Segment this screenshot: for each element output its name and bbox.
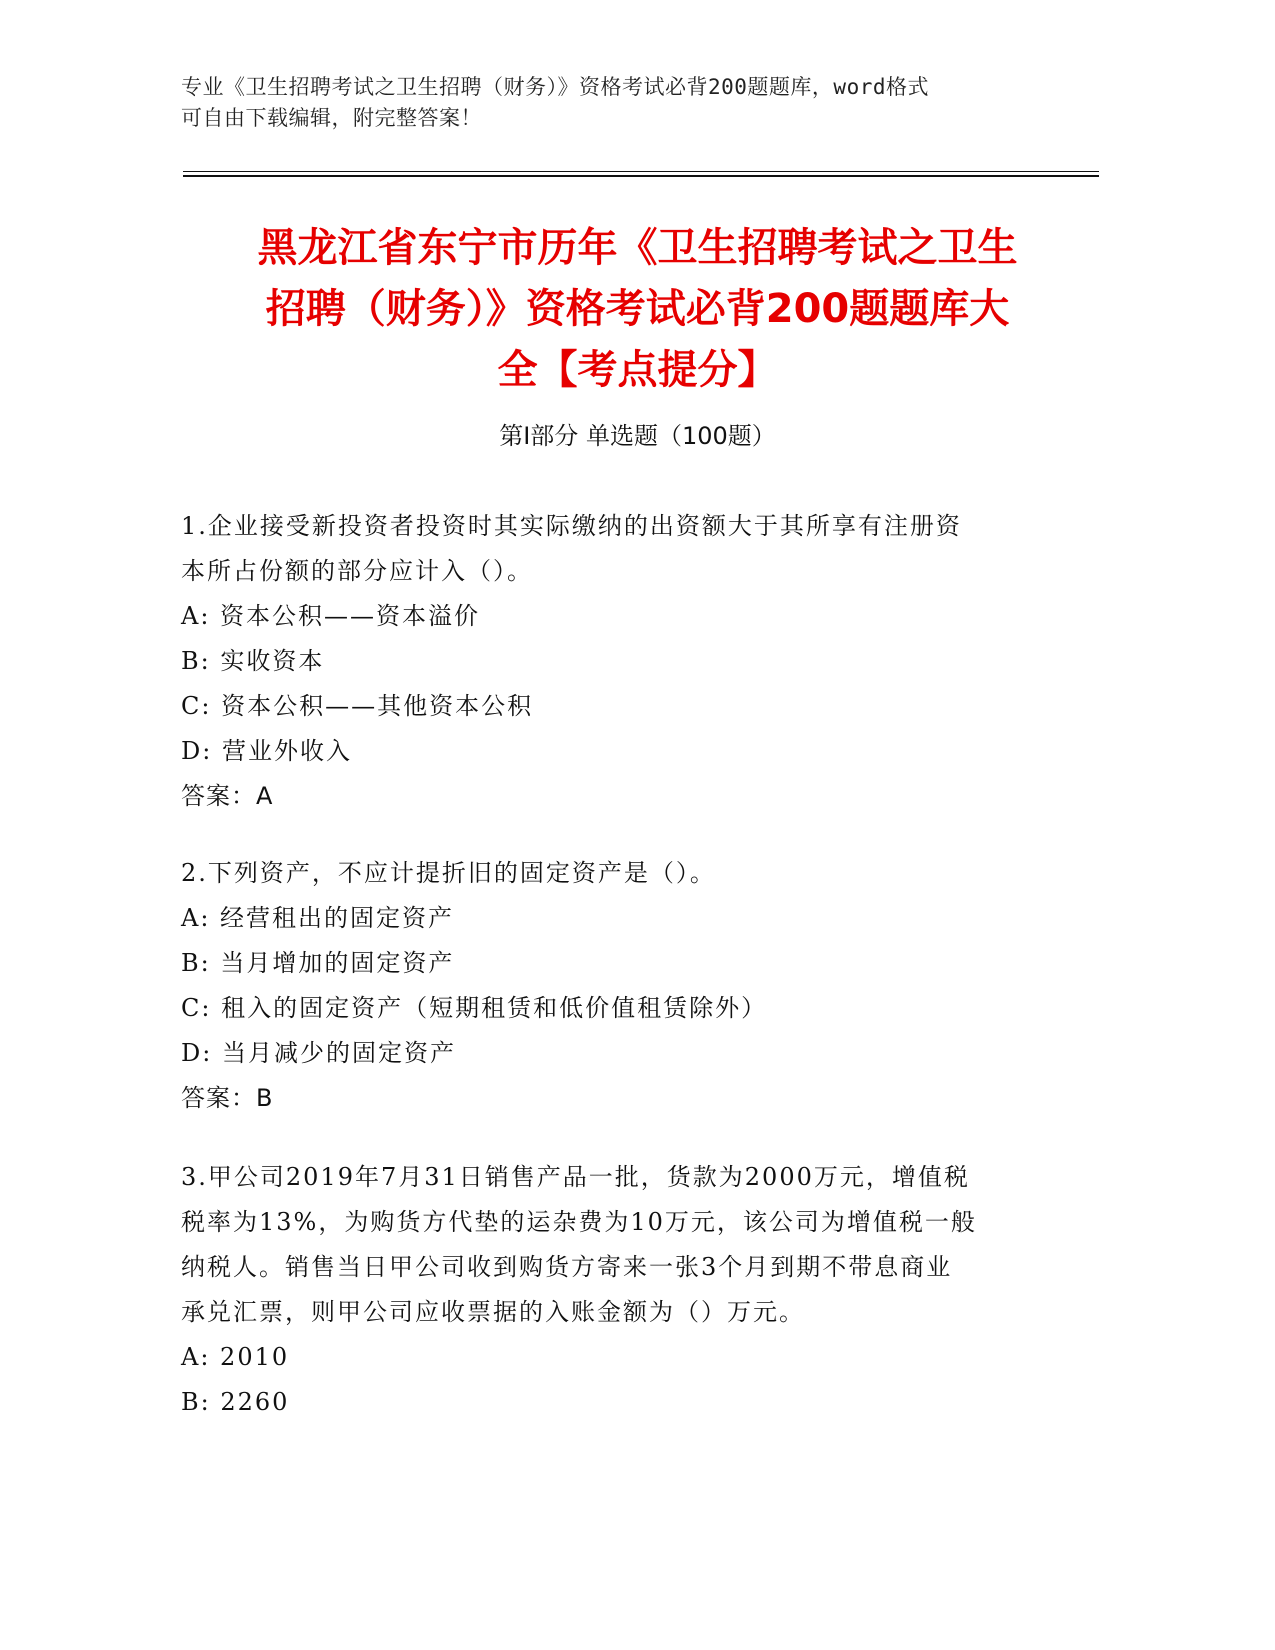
question-stem: 本所占份额的部分应计入（）。 [181,557,533,585]
option-d: D: 营业外收入 [181,737,352,765]
title-line: 全【考点提分】 [497,347,778,393]
question-2 [181,851,1041,1121]
question-stem: 税率为13%，为购货方代垫的运杂费为10万元，该公司为增值税一般 [181,1208,977,1236]
title-line: 招聘（财务）》资格考试必背200题题库大 [265,286,1010,332]
option-c: C: 租入的固定资产（短期租赁和低价值租赁除外） [181,994,768,1022]
header-divider-thin [183,171,1099,172]
header-note [181,72,1061,134]
title-line: 黑龙江省东宁市历年《卫生招聘考试之卫生 [257,225,1018,271]
document-title [170,218,1105,401]
question-stem: 2.下列资产，不应计提折旧的固定资产是（）。 [181,859,716,887]
section-heading: 第I部分 单选题（100题） [499,422,776,450]
header-divider-thick [183,175,1099,177]
option-d: D: 当月减少的固定资产 [181,1039,456,1067]
question-1 [181,504,1041,819]
option-a: A: 资本公积——资本溢价 [181,602,481,630]
option-b: B: 当月增加的固定资产 [181,949,455,977]
answer-line: 答案：A [181,782,274,810]
header-note-line: 可自由下载编辑，附完整答案！ [181,106,482,130]
answer-line: 答案：B [181,1084,274,1112]
question-stem: 3.甲公司2019年7月31日销售产品一批，货款为2000万元，增值税 [181,1163,970,1191]
option-c: C: 资本公积——其他资本公积 [181,692,534,720]
question-stem: 承兑汇票，则甲公司应收票据的入账金额为（）万元。 [181,1298,805,1326]
header-note-line: 专业《卫生招聘考试之卫生招聘（财务）》资格考试必背200题题库，word格式 [181,75,929,99]
option-b: B: 2260 [181,1388,290,1416]
question-3 [181,1155,1041,1425]
option-b: B: 实收资本 [181,647,325,675]
question-stem: 纳税人。销售当日甲公司收到购货方寄来一张3个月到期不带息商业 [181,1253,953,1281]
option-a: A: 经营租出的固定资产 [181,904,455,932]
option-a: A: 2010 [181,1343,290,1371]
question-stem: 1.企业接受新投资者投资时其实际缴纳的出资额大于其所享有注册资 [181,512,962,540]
